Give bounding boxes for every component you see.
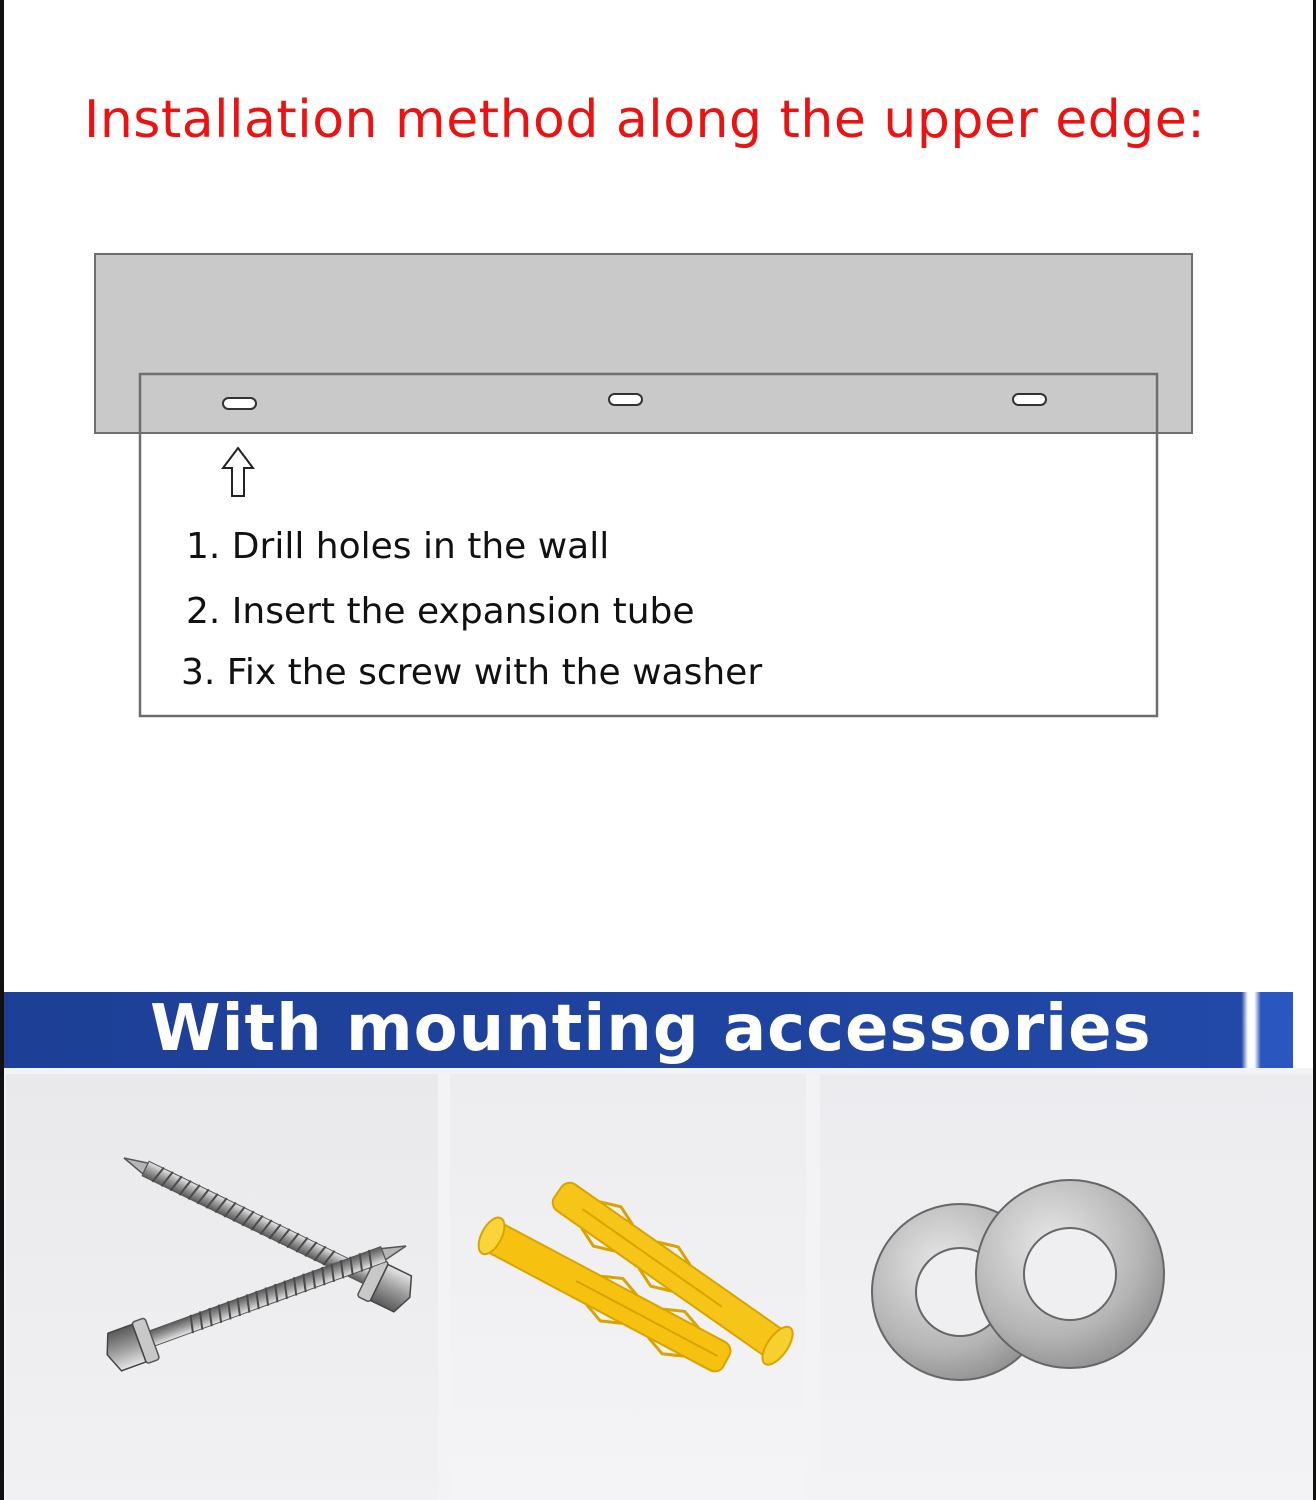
mounting-slot-left bbox=[223, 398, 256, 409]
step-fix-screw: 3. Fix the screw with the washer bbox=[181, 652, 763, 693]
up-arrow-icon bbox=[223, 448, 253, 496]
page-title: Installation method along the upper edge: bbox=[84, 90, 1206, 150]
step-drill: 1. Drill holes in the wall bbox=[186, 526, 610, 567]
step-insert-tube: 2. Insert the expansion tube bbox=[186, 591, 695, 632]
edge-panel bbox=[95, 254, 1192, 433]
mounting-slot-right bbox=[1013, 394, 1046, 405]
expansion-tubes-icon bbox=[450, 1074, 806, 1500]
accessory-panel-screws bbox=[6, 1074, 438, 1500]
washer-right bbox=[976, 1180, 1164, 1368]
washers-icon bbox=[820, 1074, 1312, 1500]
mounting-slot-center bbox=[609, 394, 642, 405]
accessories-banner-text: With mounting accessories bbox=[150, 992, 1152, 1066]
accessory-panel-expansion-tubes bbox=[450, 1074, 806, 1500]
accessory-panel-washers bbox=[820, 1074, 1312, 1500]
self-drilling-screws-icon bbox=[6, 1074, 438, 1500]
